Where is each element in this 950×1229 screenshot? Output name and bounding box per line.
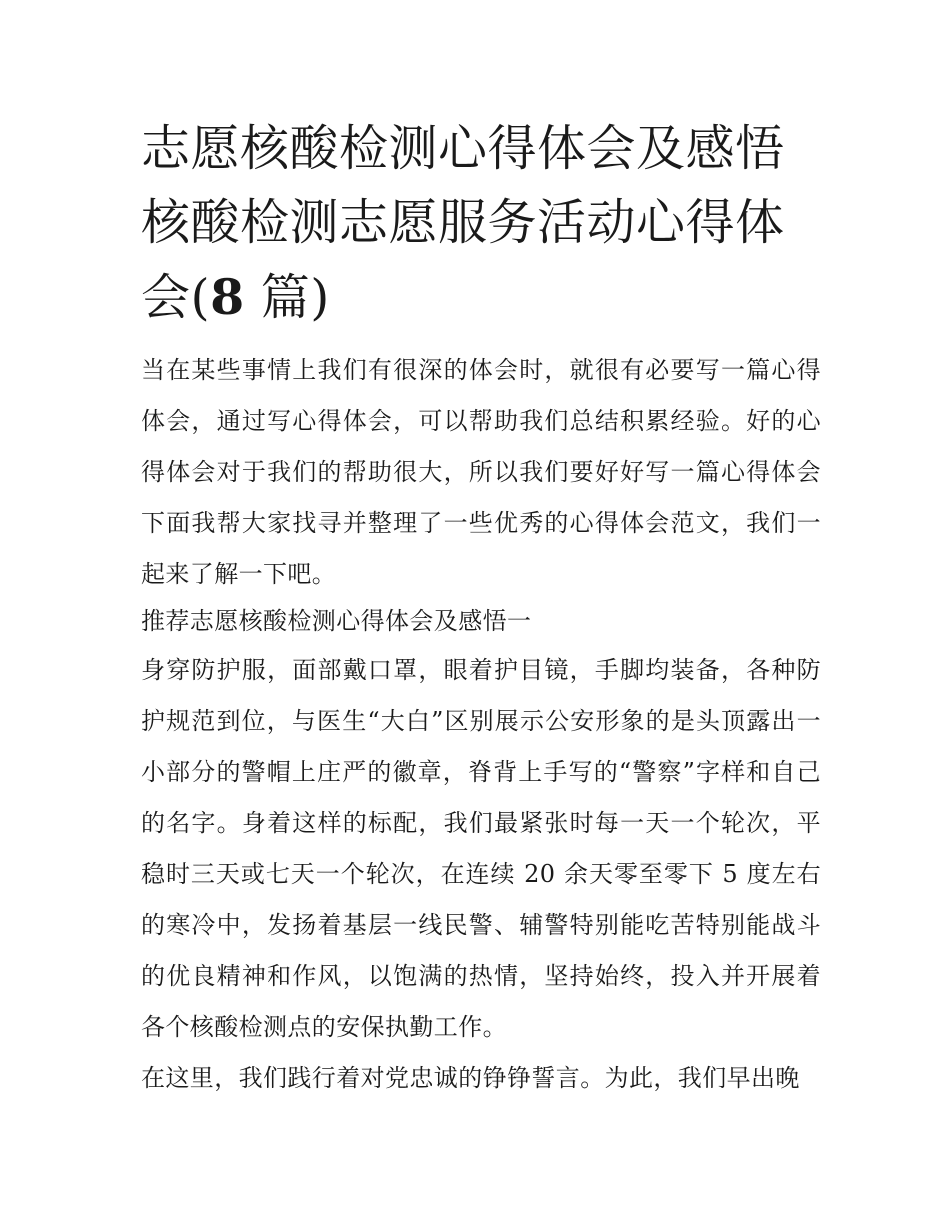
- title-suffix: 篇): [244, 269, 330, 326]
- title-number: 8: [210, 268, 245, 326]
- document-content: [141, 112, 821, 1104]
- document-title: [141, 112, 821, 335]
- body-paragraph: 在这里，我们践行着对党忠诚的铮铮誓言。为此，我们早出晚: [141, 1064, 800, 1092]
- intro-paragraph: 当在某些事情上我们有很深的体会时，就很有必要写一篇心得体会，通过写心得体会，可以帮助我们总结积累经验。好的心得体会对于我们的帮助很大，所以我们要好好写一篇心得体会下面我帮大家找寻并整理了一些优秀的心得体会范文，我们一起来了解一下吧。: [141, 356, 821, 588]
- section-heading: 推荐志愿核酸检测心得体会及感悟一: [141, 607, 532, 635]
- body-paragraph: 身穿防护服，面部戴口罩，眼着护目镜，手脚均装备，各种防护规范到位，与医生“大白”区别展示公安形象的是头顶露出一小部分的警帽上庄严的徽章，脊背上手写的“警察”字样和自己的名字。身着这样的标配，我们最紧张时每一天一个轮次，平稳时三天或七天一个轮次，在连续 20 余天零至零下 5 度左右的寒冷中，发扬着基层一线民警、辅警特别能吃苦特别能战斗的优良精神和作风，以饱满的热情，坚持始终，投入并开展着各个核酸检测点的安保执勤工作。: [141, 656, 821, 1041]
- title-text: 志愿核酸检测心得体会及感悟核酸检测志愿服务活动心得体会(: [141, 120, 785, 326]
